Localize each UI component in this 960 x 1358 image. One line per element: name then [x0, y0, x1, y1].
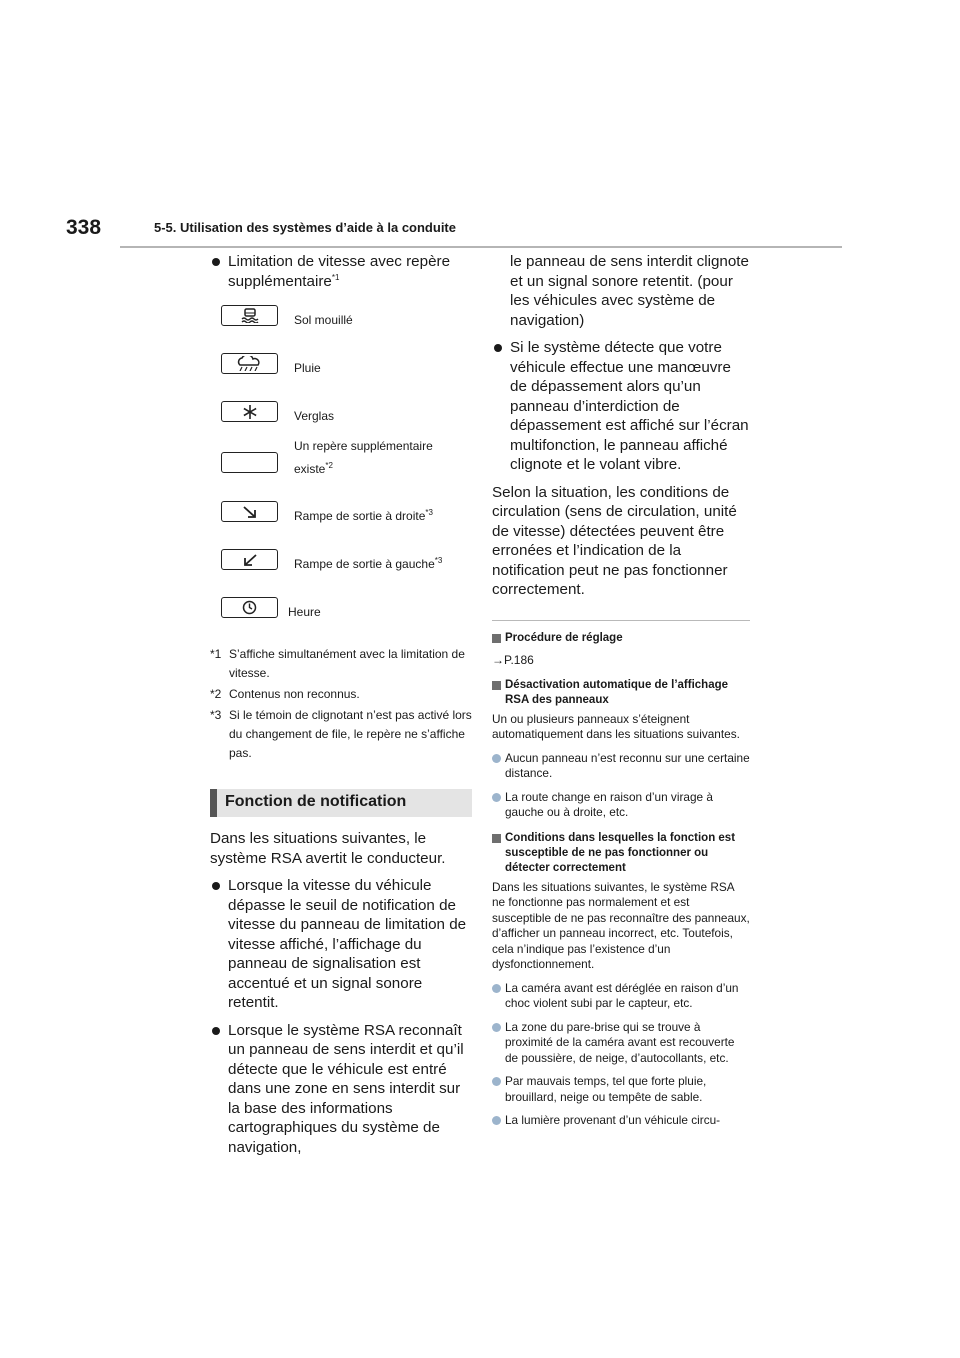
conditions-bullet: Par mauvais temps, tel que forte pluie, brouillard, neige ou tempête de sable.	[492, 1074, 750, 1105]
bullet-icon	[212, 882, 220, 890]
exit-left-icon	[221, 549, 278, 570]
sign-label: Sol mouillé	[294, 313, 353, 327]
sign-label: Un repère supplémentaire existe$^{*2}$	[294, 439, 433, 476]
sign-label: Pluie	[294, 361, 321, 375]
intro-bullet: Limitation de vitesse avec repère supplémentaire$^{*1}$	[210, 252, 472, 291]
bullet-icon	[492, 754, 501, 763]
notification-intro: Dans les situations suivantes, le système RSA avertit le conducteur.	[210, 830, 446, 867]
deactivation-bullet: Aucun panneau n’est reconnu sur une certaine distance.	[492, 751, 750, 782]
wet-road-icon	[221, 305, 278, 326]
sign-label: Verglas	[294, 409, 335, 423]
sign-row	[210, 295, 472, 343]
footnote: *2 Contenus non reconnus.	[210, 687, 360, 701]
sign-row	[210, 343, 472, 391]
sign-row	[210, 491, 472, 539]
sign-row	[210, 439, 472, 491]
page-number: 338	[66, 216, 102, 239]
bullet-icon	[492, 1116, 501, 1125]
notification-bullet: Lorsque le système RSA reconnaît un panneau de sens interdit et qu’il détecte que le véhicule est entré dans une zone en sens interdit sur la base des informations cartographiques du système de navigation,	[210, 1021, 472, 1158]
blank-sign-icon	[221, 452, 278, 473]
footnote: *3 Si le témoin de clignotant n’est pas activé lors du changement de file, le repère ne s’affiche pas.	[210, 708, 472, 760]
procedure-reference[interactable]: →P.186	[492, 652, 534, 667]
deactivation-text: Un ou plusieurs panneaux s’éteignent automatiquement dans les situations suivantes.	[492, 711, 740, 741]
bullet-icon	[212, 1027, 220, 1035]
procedure-heading: Procédure de réglage	[492, 631, 750, 646]
notification-bullet: Lorsque la vitesse du véhicule dépasse le seuil de notification de vitesse du panneau de limitation de vitesse affiché, l’affichage du panneau de signalisation est accentué et un signal sonore retentit.	[210, 876, 472, 1013]
square-bullet-icon	[492, 634, 501, 643]
snowflake-icon	[221, 401, 278, 422]
sign-list	[210, 295, 472, 635]
overtaking-bullet: Si le système détecte que votre véhicule effectue une manœuvre de dépassement alors qu’un panneau d’interdiction de dépassement est affiché sur l’écran multifonction, le panneau affiché clignote et le volant vibre.	[492, 338, 750, 475]
bullet-icon	[492, 984, 501, 993]
conditions-heading: Conditions dans lesquelles la fonction est susceptible de ne pas fonctionner ou détecter correctement	[492, 831, 750, 876]
clock-icon	[221, 597, 278, 618]
divider	[492, 620, 750, 621]
right-column	[492, 252, 750, 1129]
footnote: *1 S’affiche simultanément avec la limitation de vitesse.	[210, 647, 465, 680]
bullet-icon	[494, 344, 502, 352]
bullet-icon	[492, 1077, 501, 1086]
exit-right-icon	[221, 501, 278, 522]
sign-label: Rampe de sortie à droite$^{*3}$	[294, 508, 433, 523]
conditions-paragraph: Selon la situation, les conditions de circulation (sens de circulation, unité de vitesse) détectées peuvent être erronées et l’indication de la notification peut ne pas fonctionner correctement.	[492, 483, 737, 598]
bullet-icon	[212, 258, 220, 266]
section-title: 5-5. Utilisation des systèmes d’aide à la conduite	[154, 220, 456, 235]
rain-icon	[221, 353, 278, 374]
conditions-bullet: La zone du pare-brise qui se trouve à proximité de la caméra avant est recouverte de poussière, de neige, d’autocollants, etc.	[492, 1020, 750, 1067]
conditions-bullet: La lumière provenant d’un véhicule circu-	[492, 1113, 750, 1129]
sign-row	[210, 587, 472, 635]
page-header	[120, 0, 842, 248]
square-bullet-icon	[492, 681, 501, 690]
notification-section-title: Fonction de notification	[210, 789, 472, 817]
conditions-text: Dans les situations suivantes, le système RSA ne fonctionne pas normalement et est susceptible de ne pas reconnaître des panneaux, d’afficher un panneau incorrect, etc. Toutefois, cela n’indique pas l’existence d’un dysfonctionnement.	[492, 879, 750, 971]
sign-label: Rampe de sortie à gauche$^{*3}$	[294, 556, 443, 571]
continuation-text: le panneau de sens interdit clignote et un signal sonore retentit. (pour les véhicules avec système de navigation)	[510, 253, 749, 329]
sign-label: Heure	[288, 605, 321, 619]
left-column	[210, 252, 472, 1165]
deactivation-heading: Désactivation automatique de l’affichage RSA des panneaux	[492, 678, 750, 708]
square-bullet-icon	[492, 834, 501, 843]
footnotes	[210, 645, 472, 763]
sign-row	[210, 391, 472, 439]
conditions-bullet: La caméra avant est déréglée en raison d’un choc violent subi par le capteur, etc.	[492, 981, 750, 1012]
bullet-icon	[492, 1023, 501, 1032]
bullet-icon	[492, 793, 501, 802]
deactivation-bullet: La route change en raison d’un virage à gauche ou à droite, etc.	[492, 790, 750, 821]
sign-row	[210, 539, 472, 587]
